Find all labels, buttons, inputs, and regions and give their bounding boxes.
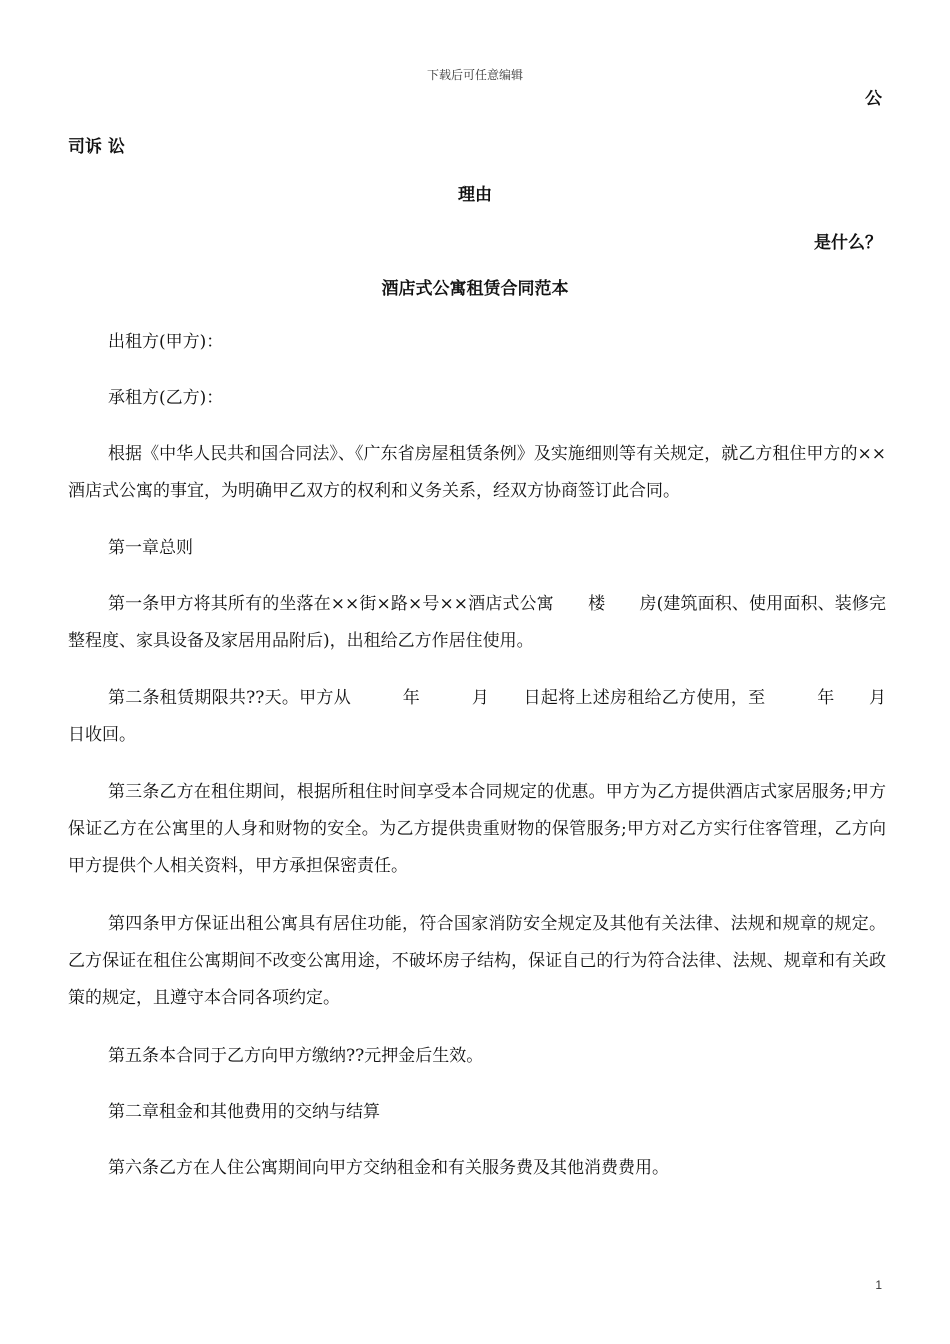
article-4: 第四条甲方保证出租公寓具有居住功能，符合国家消防安全规定及其他有关法律、法规和规章的规定。乙方保证在租住公寓期间不改变公寓用途，不破坏房子结构，保证自己的行为符合法律、法规、规章和有关政策的规定，且遵守本合同各项约定。 bbox=[68, 914, 886, 1008]
paragraph-lessee: 承租方(乙方)： bbox=[108, 388, 224, 408]
heading-fragment-shisheme: 是什么？ bbox=[814, 233, 882, 253]
article-2: 第二条租赁期限共??天。甲方从 年 月 日起将上述房租给乙方使用，至 年 月 日收回。 bbox=[68, 688, 920, 745]
heading-fragment-sisong: 司诉 讼 bbox=[68, 137, 125, 157]
paragraph-lessor: 出租方(甲方)： bbox=[108, 332, 224, 352]
article-5: 第五条本合同于乙方向甲方缴纳??元押金后生效。 bbox=[108, 1046, 484, 1066]
heading-fragment-gong: 公 bbox=[865, 89, 882, 109]
document-title: 酒店式公寓租赁合同范本 bbox=[381, 279, 569, 299]
chapter-heading-2: 第二章租金和其他费用的交纳与结算 bbox=[108, 1102, 380, 1122]
article-1: 第一条甲方将其所有的坐落在××街×路×号××酒店式公寓 楼 房(建筑面积、使用面积、装修完整程度、家具设备及家居用品附后)，出租给乙方作居住使用。 bbox=[68, 594, 886, 651]
article-6: 第六条乙方在人住公寓期间向甲方交纳租金和有关服务费及其他消费费用。 bbox=[108, 1158, 669, 1178]
paragraph-preamble: 根据《中华人民共和国合同法》、《广东省房屋租赁条例》及实施细则等有关规定，就乙方租住甲方的××酒店式公寓的事宜，为明确甲乙双方的权利和义务关系，经双方协商签订此合同。 bbox=[68, 444, 886, 501]
page-number: 1 bbox=[875, 1278, 882, 1292]
header-note: 下载后可任意编辑 bbox=[426, 68, 523, 82]
article-3: 第三条乙方在租住期间，根据所租住时间享受本合同规定的优惠。甲方为乙方提供酒店式家居服务;甲方保证乙方在公寓里的人身和财物的安全。为乙方提供贵重财物的保管服务;甲方对乙方实行住客管理，乙方向甲方提供个人相关资料，甲方承担保密责任。 bbox=[68, 782, 886, 876]
heading-fragment-liyou: 理由 bbox=[458, 185, 492, 205]
chapter-heading-1: 第一章总则 bbox=[108, 538, 193, 558]
